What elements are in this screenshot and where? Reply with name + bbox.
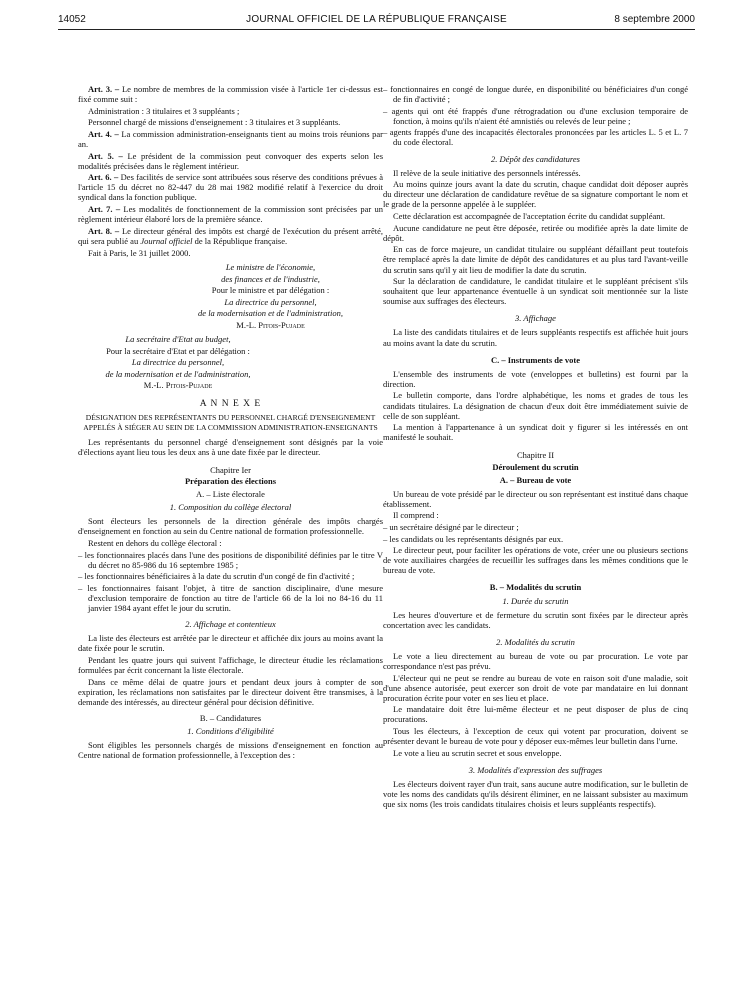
signature-block-1: Le ministre de l'économie, des finances et de l'industrie, Pour le ministre et par délégation : La directrice du personnel, de la modernisation et de l'administration, M.-L. Pitois-Pujade: [198, 262, 343, 330]
header-rule: [58, 29, 695, 30]
article-8: Art. 8. – Le directeur général des impôts est chargé de l'exécution du présent arrêté, qui sera publié au Journal officiel de la République française.: [78, 225, 384, 246]
c-paragraph-3: La mention à l'appartenance à un syndicat doit y figurer si les intéressés en ont manifesté le souhait.: [383, 422, 688, 443]
section-a-heading: A. – Liste électorale: [196, 489, 265, 500]
ra-paragraph-2: Il comprend :: [393, 510, 439, 521]
annexe-designation: DÉSIGNATION DES REPRÉSENTANTS DU PERSONNEL CHARGÉ D'ENSEIGNEMENT APPELÉS À SIÉGER AU SEIN DE LA COMMISSION ADMINISTRATION-ENSEIGNANTS: [83, 412, 378, 432]
ra-member-2: – les candidats ou les représentants désignés par eux.: [383, 533, 564, 544]
article-7: Art. 7. – Les modalités de fonctionnement de la commission sont précisées par un règlement intérieur élaboré lors de la première séance.: [78, 204, 384, 225]
fait-a-paris: Fait à Paris, le 31 juillet 2000.: [88, 247, 191, 258]
b1-exclusion-3: – agents frappés d'une des incapacités électorales prononcées par les articles L. 5 et L. 7 du code électoral.: [383, 127, 688, 148]
a2-paragraph-1: La liste des électeurs est arrêtée par le directeur et affichée dix jours au moins avant la date fixée pour le scrutin.: [78, 633, 383, 654]
a1-paragraph-1: Sont électeurs les personnels de la direction générale des impôts chargés d'enseignement en fonction au sein du Centre national de formation professionnelle.: [78, 516, 383, 537]
section-rb2-heading: 2. Modalités du scrutin: [496, 636, 575, 647]
a1-exclusion-3: – les fonctionnaires faisant l'objet, à titre de sanction disciplinaire, d'une mesure d'exclusion temporaire de fonction au titre de l'article 66 de la loi no 84-16 du 11 janvier 1984 ayant effet le jour du scrutin.: [78, 582, 383, 614]
rb1-paragraph-1: Les heures d'ouverture et de fermeture du scrutin sont fixées par le directeur après concertation avec les candidats.: [383, 609, 688, 630]
section-b-heading: B. – Candidatures: [199, 712, 262, 723]
b2-paragraph-2: Au moins quinze jours avant la date du scrutin, chaque candidat doit déposer auprès du directeur une déclaration de candidature revêtue de sa signature comportant le nom et le grade de la personne appelée à le suppléer.: [383, 179, 688, 210]
rb2-paragraph-3: Le mandataire doit être lui-même électeur et ne peut disposer de plus de cinq procurations.: [383, 704, 688, 725]
annexe-heading: A N N E X E: [199, 398, 262, 409]
section-ra-heading: A. – Bureau de vote: [499, 474, 572, 485]
a1-exclusion-1: – les fonctionnaires placés dans l'une des positions de disponibilité définies par le titre V du décret no 85-986 du 16 septembre 1985 ;: [78, 549, 383, 570]
article-5: Art. 5. – Le président de la commission peut convoquer des experts selon les modalités précisées dans le règlement intérieur.: [78, 150, 384, 171]
ra-paragraph-3: Le directeur peut, pour faciliter les opérations de vote, créer une ou plusieurs sections de vote auxiliaires chargées de recueillir les suffrages dans les mêmes conditions que le bureau de vote.: [383, 545, 688, 576]
section-rb1-heading: 1. Durée du scrutin: [502, 595, 569, 606]
rb2-paragraph-2: L'électeur qui ne peut se rendre au bureau de vote en raison soit d'une maladie, soit d'une absence autorisée, peut exercer son droit de vote par mandataire en lui donnant procuration écrite pour voter en ses lieu et place.: [383, 672, 688, 703]
section-b3-heading: 3. Affichage: [515, 313, 556, 324]
article-6: Art. 6. – Des facilités de service sont attribuées sous réserve des conditions prévues à l'article 15 du décret no 82-447 du 28 mai 1982 modifié relatif à l'exercice du droit syndical dans la fonction publique.: [78, 172, 383, 203]
ra-paragraph-1: Un bureau de vote présidé par le directeur ou son représentant est institué dans chaque établissement.: [383, 488, 688, 509]
page-header: [58, 14, 695, 30]
a1-paragraph-2: Restent en dehors du collège électoral :: [88, 538, 222, 549]
b3-paragraph-1: La liste des candidats titulaires et de leurs suppléants respectifs est affichée huit jours au moins avant la date du scrutin.: [383, 327, 688, 348]
rb2-paragraph-5: Le vote a lieu au scrutin secret et sous enveloppe.: [393, 747, 562, 758]
c-paragraph-1: L'ensemble des instruments de vote (enveloppes et bulletins) est fourni par la direction.: [383, 368, 688, 389]
b2-paragraph-5: En cas de force majeure, un candidat titulaire ou suppléant défaillant peut toutefois être remplacé après la date limite de dépôt des candidatures et au plus tard l'avant-veille du scrutin sans qu'il y ait lieu de modifier la date du scrutin.: [383, 244, 688, 275]
section-c-heading: C. – Instruments de vote: [490, 354, 580, 365]
left-column: [78, 84, 383, 762]
chapter-1-title: Préparation des élections: [184, 476, 277, 487]
section-rb-heading: B. – Modalités du scrutin: [489, 582, 582, 593]
right-column: [383, 84, 688, 811]
article-3: Art. 3. – Le nombre de membres de la commission visée à l'article 1er ci-dessus est fixé comme suit :: [78, 84, 384, 105]
section-b1-heading: 1. Conditions d'éligibilité: [187, 726, 274, 737]
rb2-paragraph-4: Tous les électeurs, à l'exception de ceux qui votent par procuration, doivent se présenter devant le bureau de vote pour y déposer eux-mêmes leur bulletin dans l'urne.: [383, 726, 688, 747]
c-paragraph-2: Le bulletin comporte, dans l'ordre alphabétique, les noms et grades de tous les candidats titulaires. La désignation de chacun d'eux doit être immédiatement suivie de celle de son suppléant.: [383, 390, 688, 421]
b1-paragraph-1: Sont éligibles les personnels chargés de missions d'enseignement en fonction au Centre national de formation professionnelle, à l'exception des :: [78, 740, 383, 761]
signature-block-2: La secrétaire d'Etat au budget, Pour la secrétaire d'Etat et par délégation : La directrice du personnel, de la modernisation et de l'administration, M.-L. Pitois-Pujade: [105, 334, 251, 391]
a2-paragraph-2: Pendant les quatre jours qui suivent l'affichage, le directeur étudie les réclamations formulées par écrit concernant la liste électorale.: [78, 655, 383, 676]
b2-paragraph-4: Aucune candidature ne peut être déposée, retirée ou modifiée après la date limite de dépôt.: [383, 222, 688, 243]
article-4: Art. 4. – La commission administration-enseignants tient au moins trois réunions par an.: [78, 128, 383, 149]
section-a1-heading: 1. Composition du collège électoral: [169, 502, 292, 513]
a1-exclusion-2: – les fonctionnaires bénéficiaires à la date du scrutin d'un congé de fin d'activité ;: [78, 571, 355, 582]
b2-paragraph-6: Sur la déclaration de candidature, le candidat titulaire et le suppléant précisent s'ils souhaitent que leur appartenance éventuelle à un syndicat soit mentionnée sur la liste soumise aux suffrages des électeurs.: [383, 276, 688, 307]
journal-title: JOURNAL OFFICIEL DE LA RÉPUBLIQUE FRANÇAISE: [246, 14, 507, 25]
page-number: 14052: [58, 14, 86, 25]
section-b2-heading: 2. Dépôt des candidatures: [491, 153, 580, 164]
section-a2-heading: 2. Affichage et contentieux: [185, 619, 276, 630]
chapter-2-title: Déroulement du scrutin: [492, 461, 579, 472]
chapter-2: Chapitre II: [516, 450, 555, 461]
b2-paragraph-1: Il relève de la seule initiative des personnels intéressés.: [393, 167, 581, 178]
b1-exclusion-1: – fonctionnaires en congé de longue durée, en disponibilité ou bénéficiaires d'un congé de fin d'activité ;: [383, 84, 688, 105]
issue-date: 8 septembre 2000: [614, 14, 695, 25]
rb3-paragraph-1: Les électeurs doivent rayer d'un trait, sans aucune autre modification, sur le bulletin de vote les noms des candidats qu'ils désirent éliminer, en ne laissant subsister au maximum que six noms (les trois candidats titulaires choisis et leurs suppléants respectifs).: [383, 778, 688, 810]
a2-paragraph-3: Dans ce même délai de quatre jours et pendant deux jours à compter de son expiration, les réclamations non satisfaites par le directeur doivent être transmises, à la demande des intéressés, au directeur général pour décision définitive.: [78, 676, 383, 707]
section-rb3-heading: 3. Modalités d'expression des suffrages: [468, 764, 603, 775]
article-3-admin: Administration : 3 titulaires et 3 suppléants ;: [88, 105, 240, 116]
chapter-1: Chapitre Ier: [210, 465, 251, 475]
rb2-paragraph-1: Le vote a lieu directement au bureau de vote ou par procuration. Le vote par correspondance n'est pas prévu.: [383, 650, 688, 671]
ra-member-1: – un secrétaire désigné par le directeur ;: [383, 521, 519, 532]
b1-exclusion-2: – agents qui ont été frappés d'une rétrogradation ou d'une exclusion temporaire de fonction, à moins qu'ils n'aient été amnistiés ou relevés de leur peine ;: [383, 105, 688, 126]
b2-paragraph-3: Cette déclaration est accompagnée de l'acceptation écrite du candidat suppléant.: [393, 211, 665, 222]
article-3-personnel: Personnel chargé de missions d'enseignement : 3 titulaires et 3 suppléants.: [88, 117, 341, 128]
annexe-intro: Les représentants du personnel chargé d'enseignement sont désignés par la voie d'élections ayant lieu tous les deux ans à une date fixée par le directeur.: [78, 436, 383, 457]
